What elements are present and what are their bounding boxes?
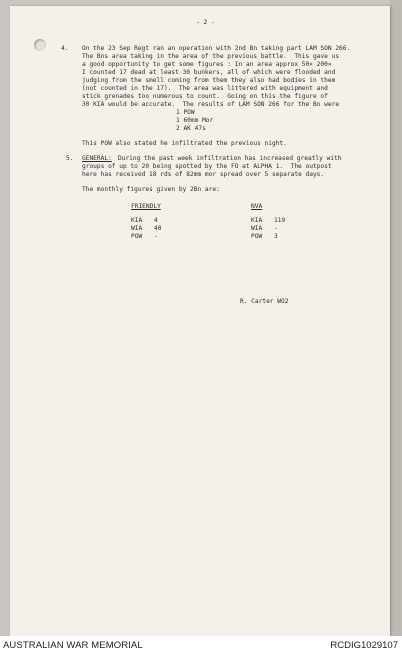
para4-closing-line: This POW also stated he infiltrated the previous night. xyxy=(82,140,287,147)
para4-line: a good opportunity to get some figures : In an area approx 50× 200× xyxy=(82,61,332,68)
para4-line: (not counted in the 17). The area was littered with equipment and xyxy=(82,85,328,92)
para4-line: 30 KIA would be accurate. The results of LAM SON 266 for the Bn were xyxy=(82,101,340,108)
punch-hole xyxy=(34,39,46,51)
page-number: - 2 - xyxy=(196,19,215,26)
archive-name: AUSTRALIAN WAR MEMORIAL xyxy=(3,640,143,651)
scan-edge-strip xyxy=(390,0,402,636)
para5-line: During the past week infiltration has increased greatly with xyxy=(118,155,342,162)
friendly-row-label: WIA xyxy=(131,225,143,232)
nva-row-value: 119 xyxy=(274,217,286,224)
result-item: 2 AK 47s xyxy=(176,125,206,132)
para5-line: here has received 18 rds of 82mm mor spread over 5 separate days. xyxy=(82,171,325,178)
friendly-heading: FRIENDLY xyxy=(131,203,161,210)
archive-footer xyxy=(0,636,402,654)
para4-line: stick grenades too numerous to count. Going on this the figure of xyxy=(82,93,328,100)
archive-reference: RCDIG1029107 xyxy=(330,640,398,651)
para4-line: On the 23 Sep Regt ran an operation with 2nd Bn taking part LAM SON 266. xyxy=(82,45,351,52)
friendly-row-label: POW xyxy=(131,233,143,240)
result-item: 1 60mm Mor xyxy=(176,117,214,124)
para5-number: 5. xyxy=(66,155,74,162)
signature: R. Carter WO2 xyxy=(240,298,289,305)
para4-line: The Bns area taking in the area of the previous battle. This gave us xyxy=(82,53,340,60)
nva-row-value: 3 xyxy=(274,233,278,240)
nva-row-label: POW xyxy=(251,233,263,240)
friendly-row-value: 40 xyxy=(154,225,162,232)
para4-number: 4. xyxy=(61,45,69,52)
friendly-row-value: 4 xyxy=(154,217,158,224)
nva-row-label: KIA xyxy=(251,217,263,224)
nva-heading: NVA xyxy=(251,203,263,210)
result-item: 1 POW xyxy=(176,109,195,116)
friendly-row-value: - xyxy=(154,233,158,240)
nva-row-value: - xyxy=(274,225,278,232)
para4-line: I counted 17 dead at least 30 bunkers, all of which were flooded and xyxy=(82,69,336,76)
monthly-figures-intro: The monthly figures given by 2Bn are: xyxy=(82,186,220,193)
para4-line: judging from the smell coming from them they also had bodies in them xyxy=(82,77,336,84)
para5-line: groups of up to 20 being spotted by the FO at ALPHA 1. The outpost xyxy=(82,163,332,170)
nva-row-label: WIA xyxy=(251,225,263,232)
friendly-row-label: KIA xyxy=(131,217,143,224)
para5-heading: GENERAL: xyxy=(82,155,112,162)
